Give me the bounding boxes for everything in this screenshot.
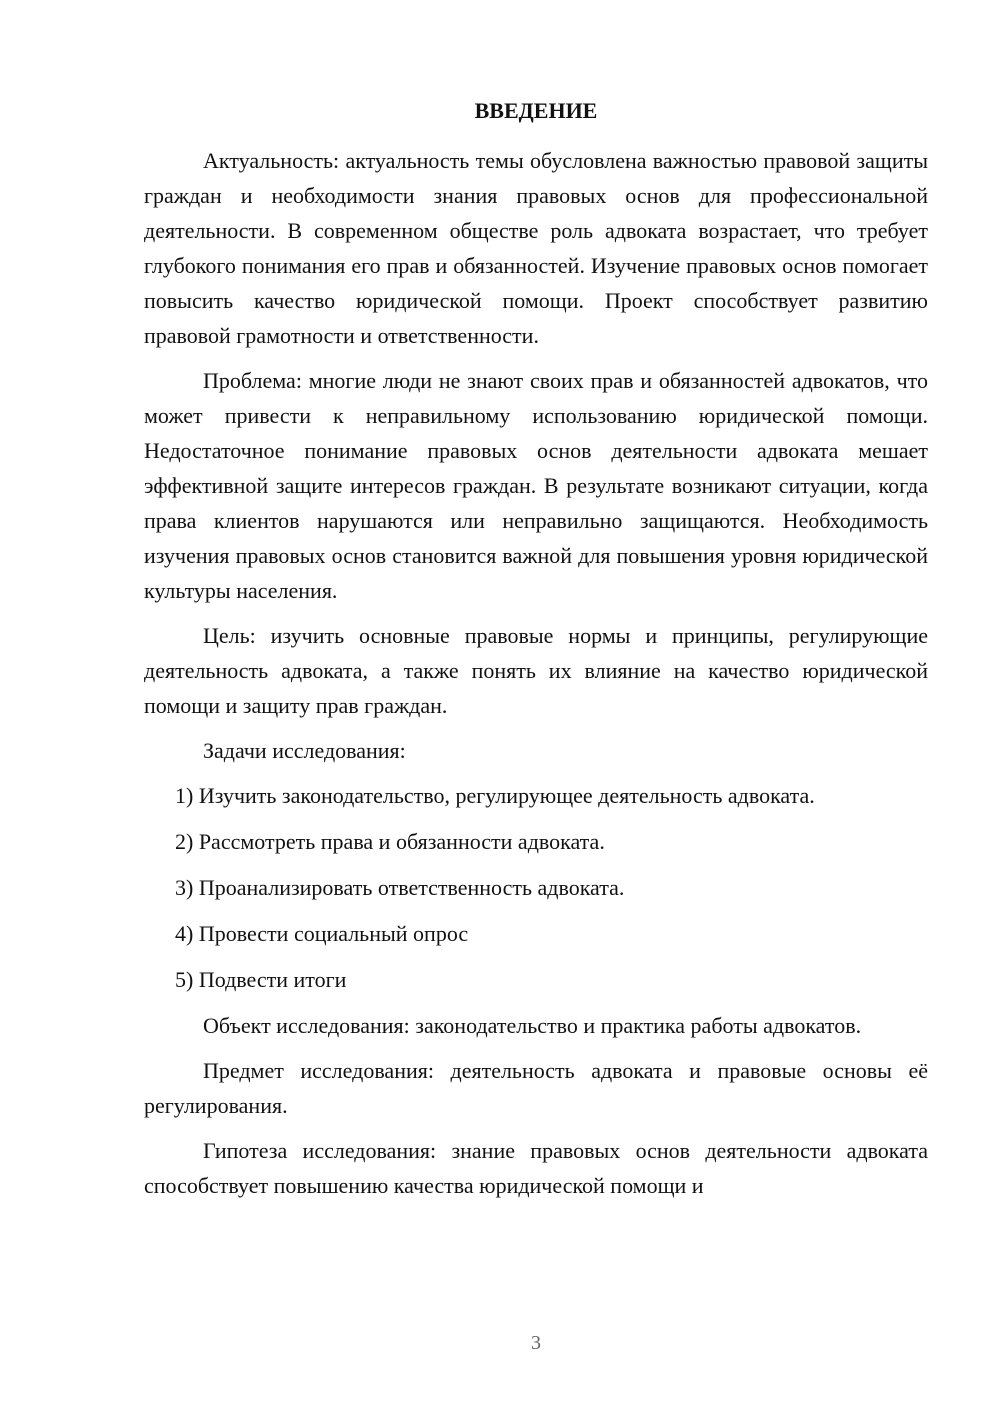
tasks-title: Задачи исследования: [203,738,406,763]
task-item-3: 3) Проанализировать ответственность адвоката. [175,875,625,900]
task-item-5: 5) Подвести итоги [175,967,347,992]
section-heading: ВВЕДЕНИЕ [474,98,598,123]
object-paragraph: Объект исследования: законодательство и практика работы адвокатов. [203,1013,862,1038]
page-content [144,96,928,1213]
subject-paragraph: Предмет исследования: деятельность адвоката и правовые основы её регулирования. [144,1058,928,1118]
task-item-1: 1) Изучить законодательство, регулирующее деятельность адвоката. [175,783,815,808]
hypothesis-paragraph: Гипотеза исследования: знание правовых основ деятельности адвоката способствует повышению качества юридической помощи и [144,1138,928,1198]
task-item-2: 2) Рассмотреть права и обязанности адвоката. [175,829,605,854]
task-item-4: 4) Провести социальный опрос [175,921,469,946]
relevance-paragraph: Актуальность: актуальность темы обусловлена важностью правовой защиты граждан и необходимости знания правовых основ для профессиональной деятельности. В современном обществе роль адвоката возрастает, что требует глубокого понимания его прав и обязанностей. Изучение правовых основ помогает повысить качество юридической помощи. Проект способствует развитию правовой грамотности и ответственности. [144,148,928,348]
problem-paragraph: Проблема: многие люди не знают своих прав и обязанностей адвокатов, что может привести к неправильному использованию юридической помощи. Недостаточное понимание правовых основ деятельности адвоката мешает эффективной защите интересов граждан. В результате возникают ситуации, когда права клиентов нарушаются или неправильно защищаются. Необходимость изучения правовых основ становится важной для повышения уровня юридической культуры населения. [144,368,928,603]
page-number: 3 [531,1332,541,1354]
goal-paragraph: Цель: изучить основные правовые нормы и принципы, регулирующие деятельность адвоката, а также понять их влияние на качество юридической помощи и защиту прав граждан. [144,623,928,718]
